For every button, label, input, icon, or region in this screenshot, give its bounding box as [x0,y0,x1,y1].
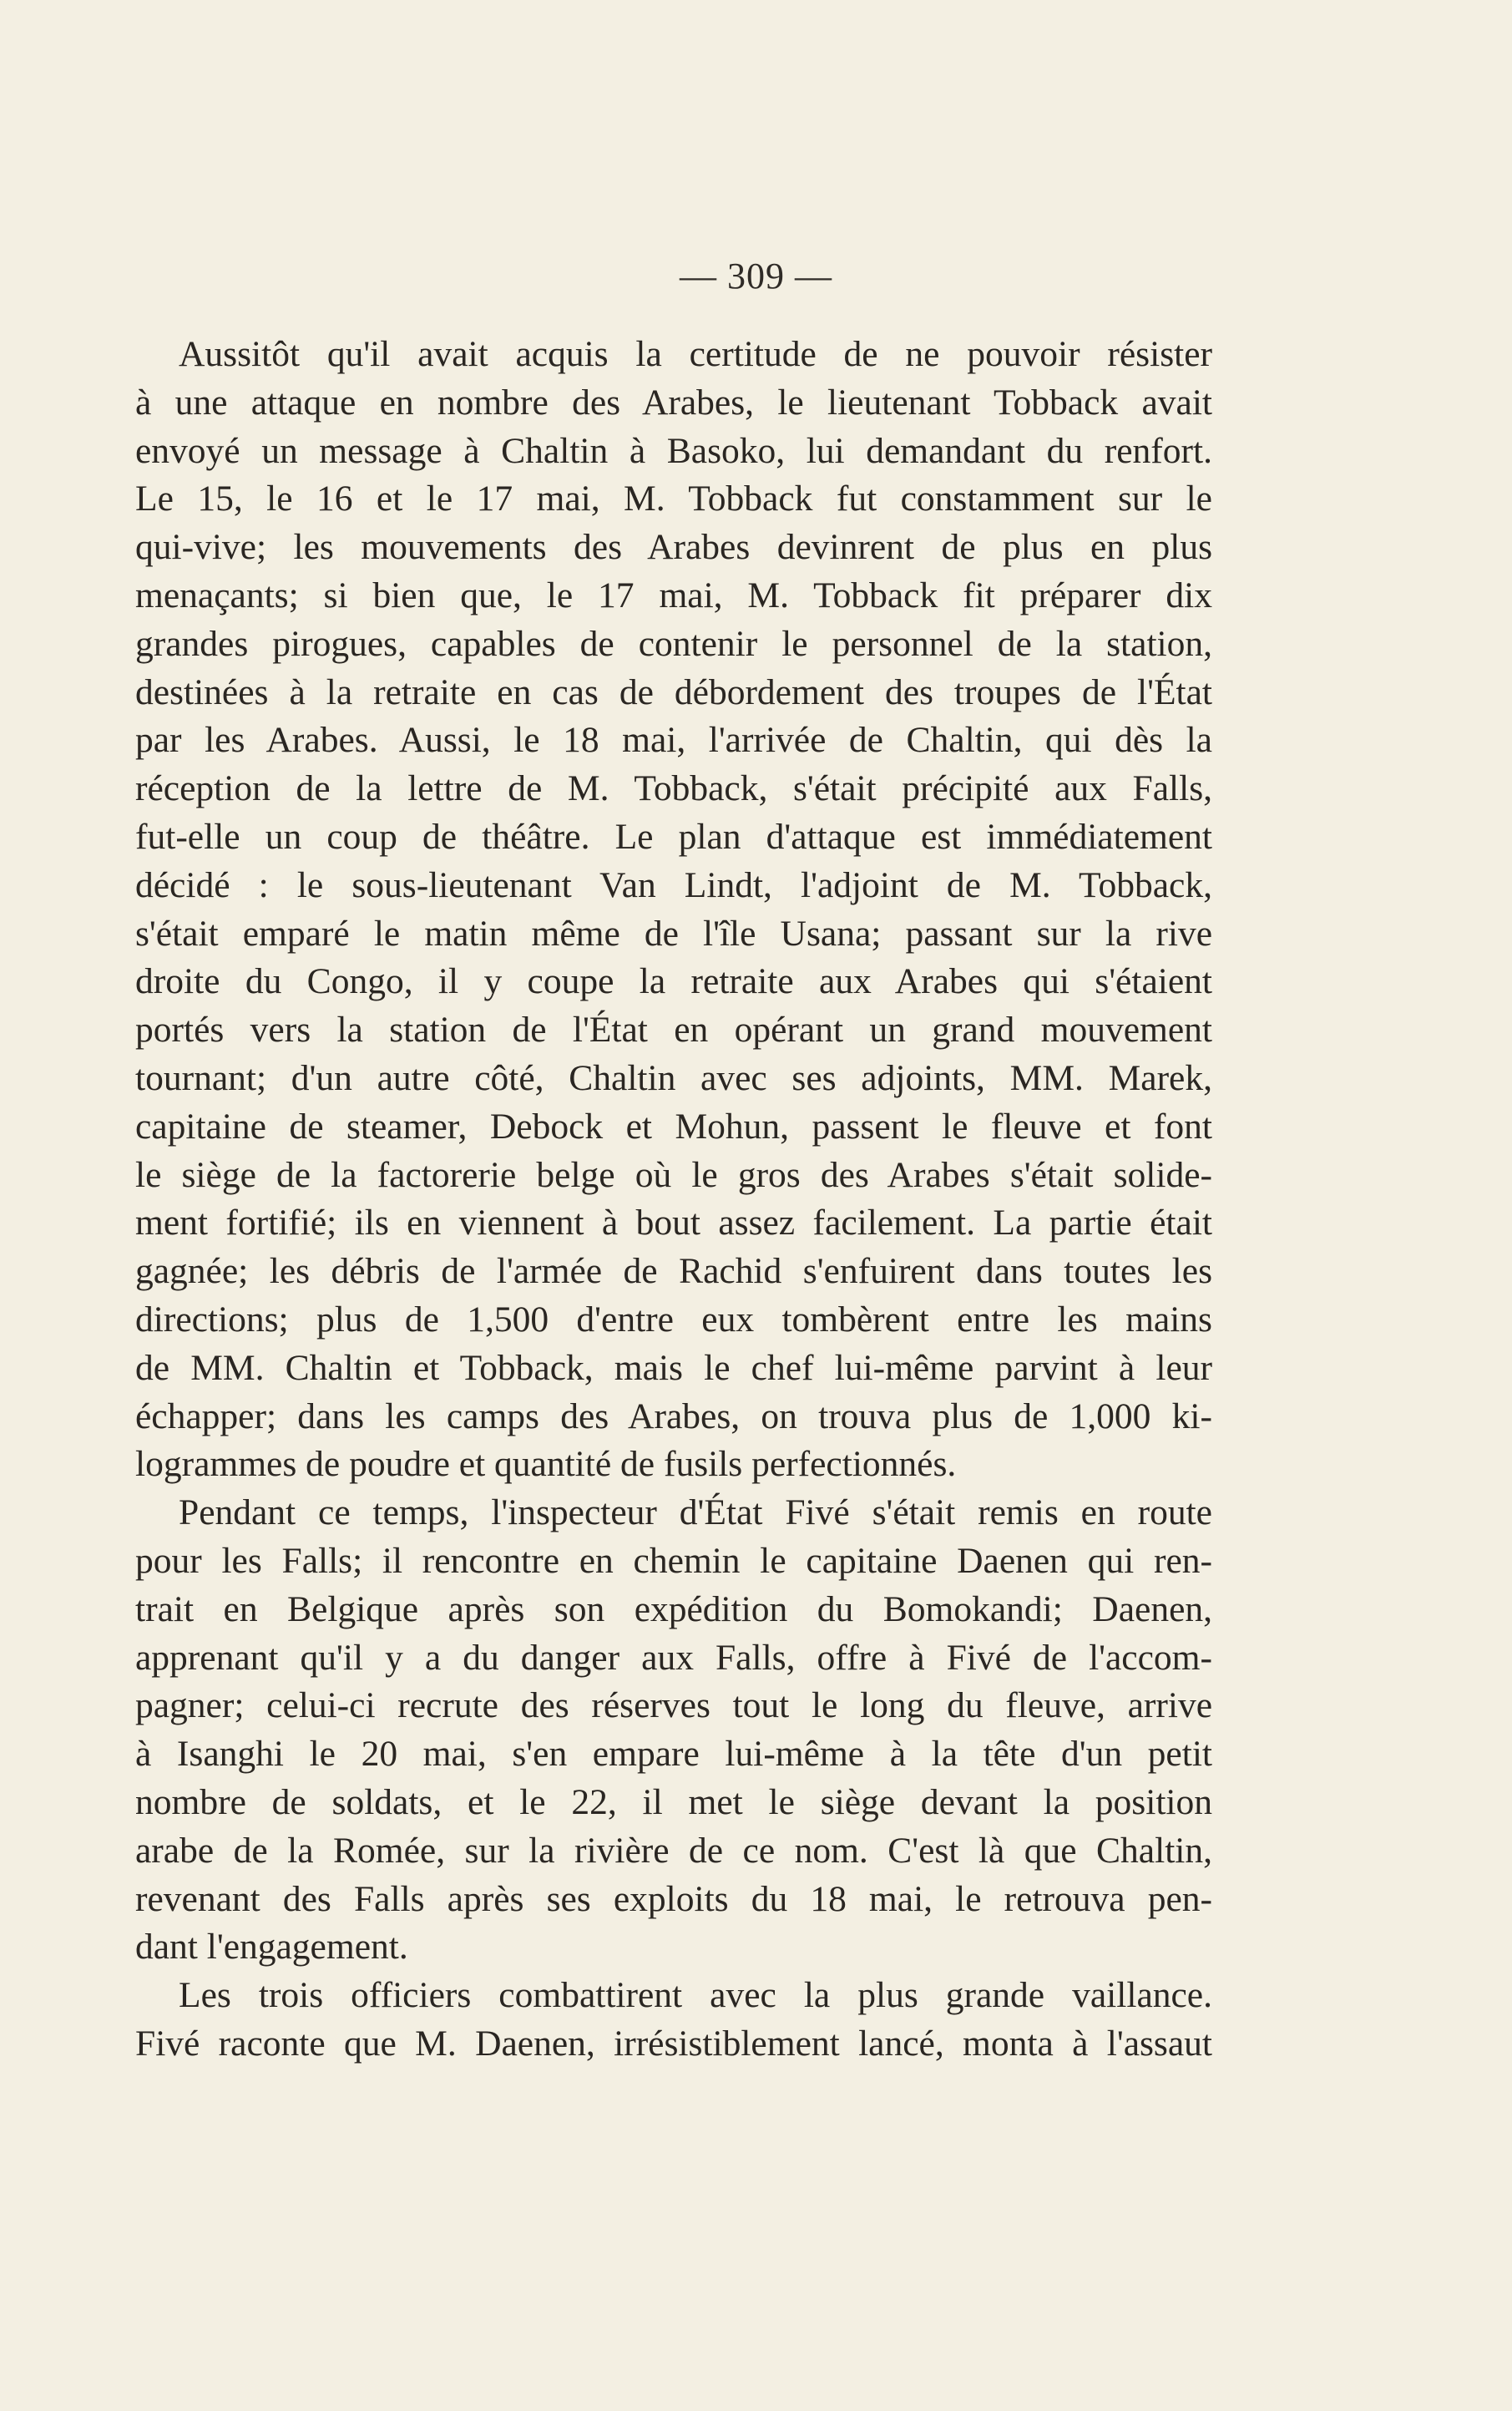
text-line: droite du Congo, il y coupe la retraite aux Arabes qui s'étaient [135,961,1212,1002]
text-line: de MM. Chaltin et Tobback, mais le chef lui-même parvint à leur [135,1347,1212,1388]
text-line: Pendant ce temps, l'inspecteur d'État Fivé s'était remis en route [179,1492,1212,1533]
text-line: pour les Falls; il rencontre en chemin le capitaine Daenen qui ren- [135,1540,1212,1581]
text-line: Le 15, le 16 et le 17 mai, M. Tobback fut constamment sur le [135,479,1212,519]
text-line: destinées à la retraite en cas de débordement des troupes de l'État [135,671,1212,712]
text-line: échapper; dans les camps des Arabes, on trouva plus de 1,000 ki- [135,1395,1212,1436]
text-line: gagnée; les débris de l'armée de Rachid s'enfuirent dans toutes les [135,1251,1212,1292]
text-line: nombre de soldats, et le 22, il met le siège devant la position [135,1781,1212,1822]
text-line: portés vers la station de l'État en opérant un grand mouvement [135,1010,1212,1051]
text-line: le siège de la factorerie belge où le gros des Arabes s'était solide- [135,1154,1212,1195]
text-line: revenant des Falls après ses exploits du 18 mai, le retrouva pen- [135,1878,1212,1919]
text-line: arabe de la Romée, sur la rivière de ce nom. C'est là que Chaltin, [135,1830,1212,1871]
text-line: Aussitôt qu'il avait acquis la certitude de ne pouvoir résister [179,334,1212,374]
text-line: menaçants; si bien que, le 17 mai, M. Tobback fit préparer dix [135,575,1212,615]
text-line: ment fortifié; ils en viennent à bout assez facilement. La partie était [135,1203,1212,1243]
text-line: réception de la lettre de M. Tobback, s'était précipité aux Falls, [135,768,1212,809]
text-line: s'était emparé le matin même de l'île Usana; passant sur la rive [135,913,1212,954]
text-line: directions; plus de 1,500 d'entre eux tombèrent entre les mains [135,1299,1212,1340]
text-line: logrammes de poudre et quantité de fusils perfectionnés. [135,1444,957,1485]
text-line: fut-elle un coup de théâtre. Le plan d'attaque est immédiatement [135,816,1212,857]
text-line: trait en Belgique après son expédition du Bomokandi; Daenen, [135,1588,1212,1629]
text-line: Fivé raconte que M. Daenen, irrésistiblement lancé, monta à l'assaut [135,2023,1212,2064]
text-line: envoyé un message à Chaltin à Basoko, lui demandant du renfort. [135,430,1212,471]
text-line: apprenant qu'il y a du danger aux Falls, offre à Fivé de l'accom- [135,1637,1212,1678]
text-line: pagner; celui-ci recrute des réserves tout le long du fleuve, arrive [135,1685,1212,1726]
text-line: qui-vive; les mouvements des Arabes devinrent de plus en plus [135,527,1212,568]
text-line: dant l'engagement. [135,1927,408,1968]
text-line: capitaine de steamer, Debock et Mohun, passent le fleuve et font [135,1106,1212,1147]
page-number: — 309 — [680,256,832,296]
body-text [135,331,1212,2069]
text-line: à une attaque en nombre des Arabes, le lieutenant Tobback avait [135,382,1212,423]
text-line: Les trois officiers combattirent avec la plus grande vaillance. [179,1975,1212,2016]
text-line: à Isanghi le 20 mai, s'en empare lui-même à la tête d'un petit [135,1734,1212,1775]
text-line: décidé : le sous-lieutenant Van Lindt, l'adjoint de M. Tobback, [135,864,1212,905]
text-line: par les Arabes. Aussi, le 18 mai, l'arrivée de Chaltin, qui dès la [135,720,1212,761]
text-line: tournant; d'un autre côté, Chaltin avec ses adjoints, MM. Marek, [135,1057,1212,1098]
text-line: grandes pirogues, capables de contenir le personnel de la station, [135,623,1212,664]
